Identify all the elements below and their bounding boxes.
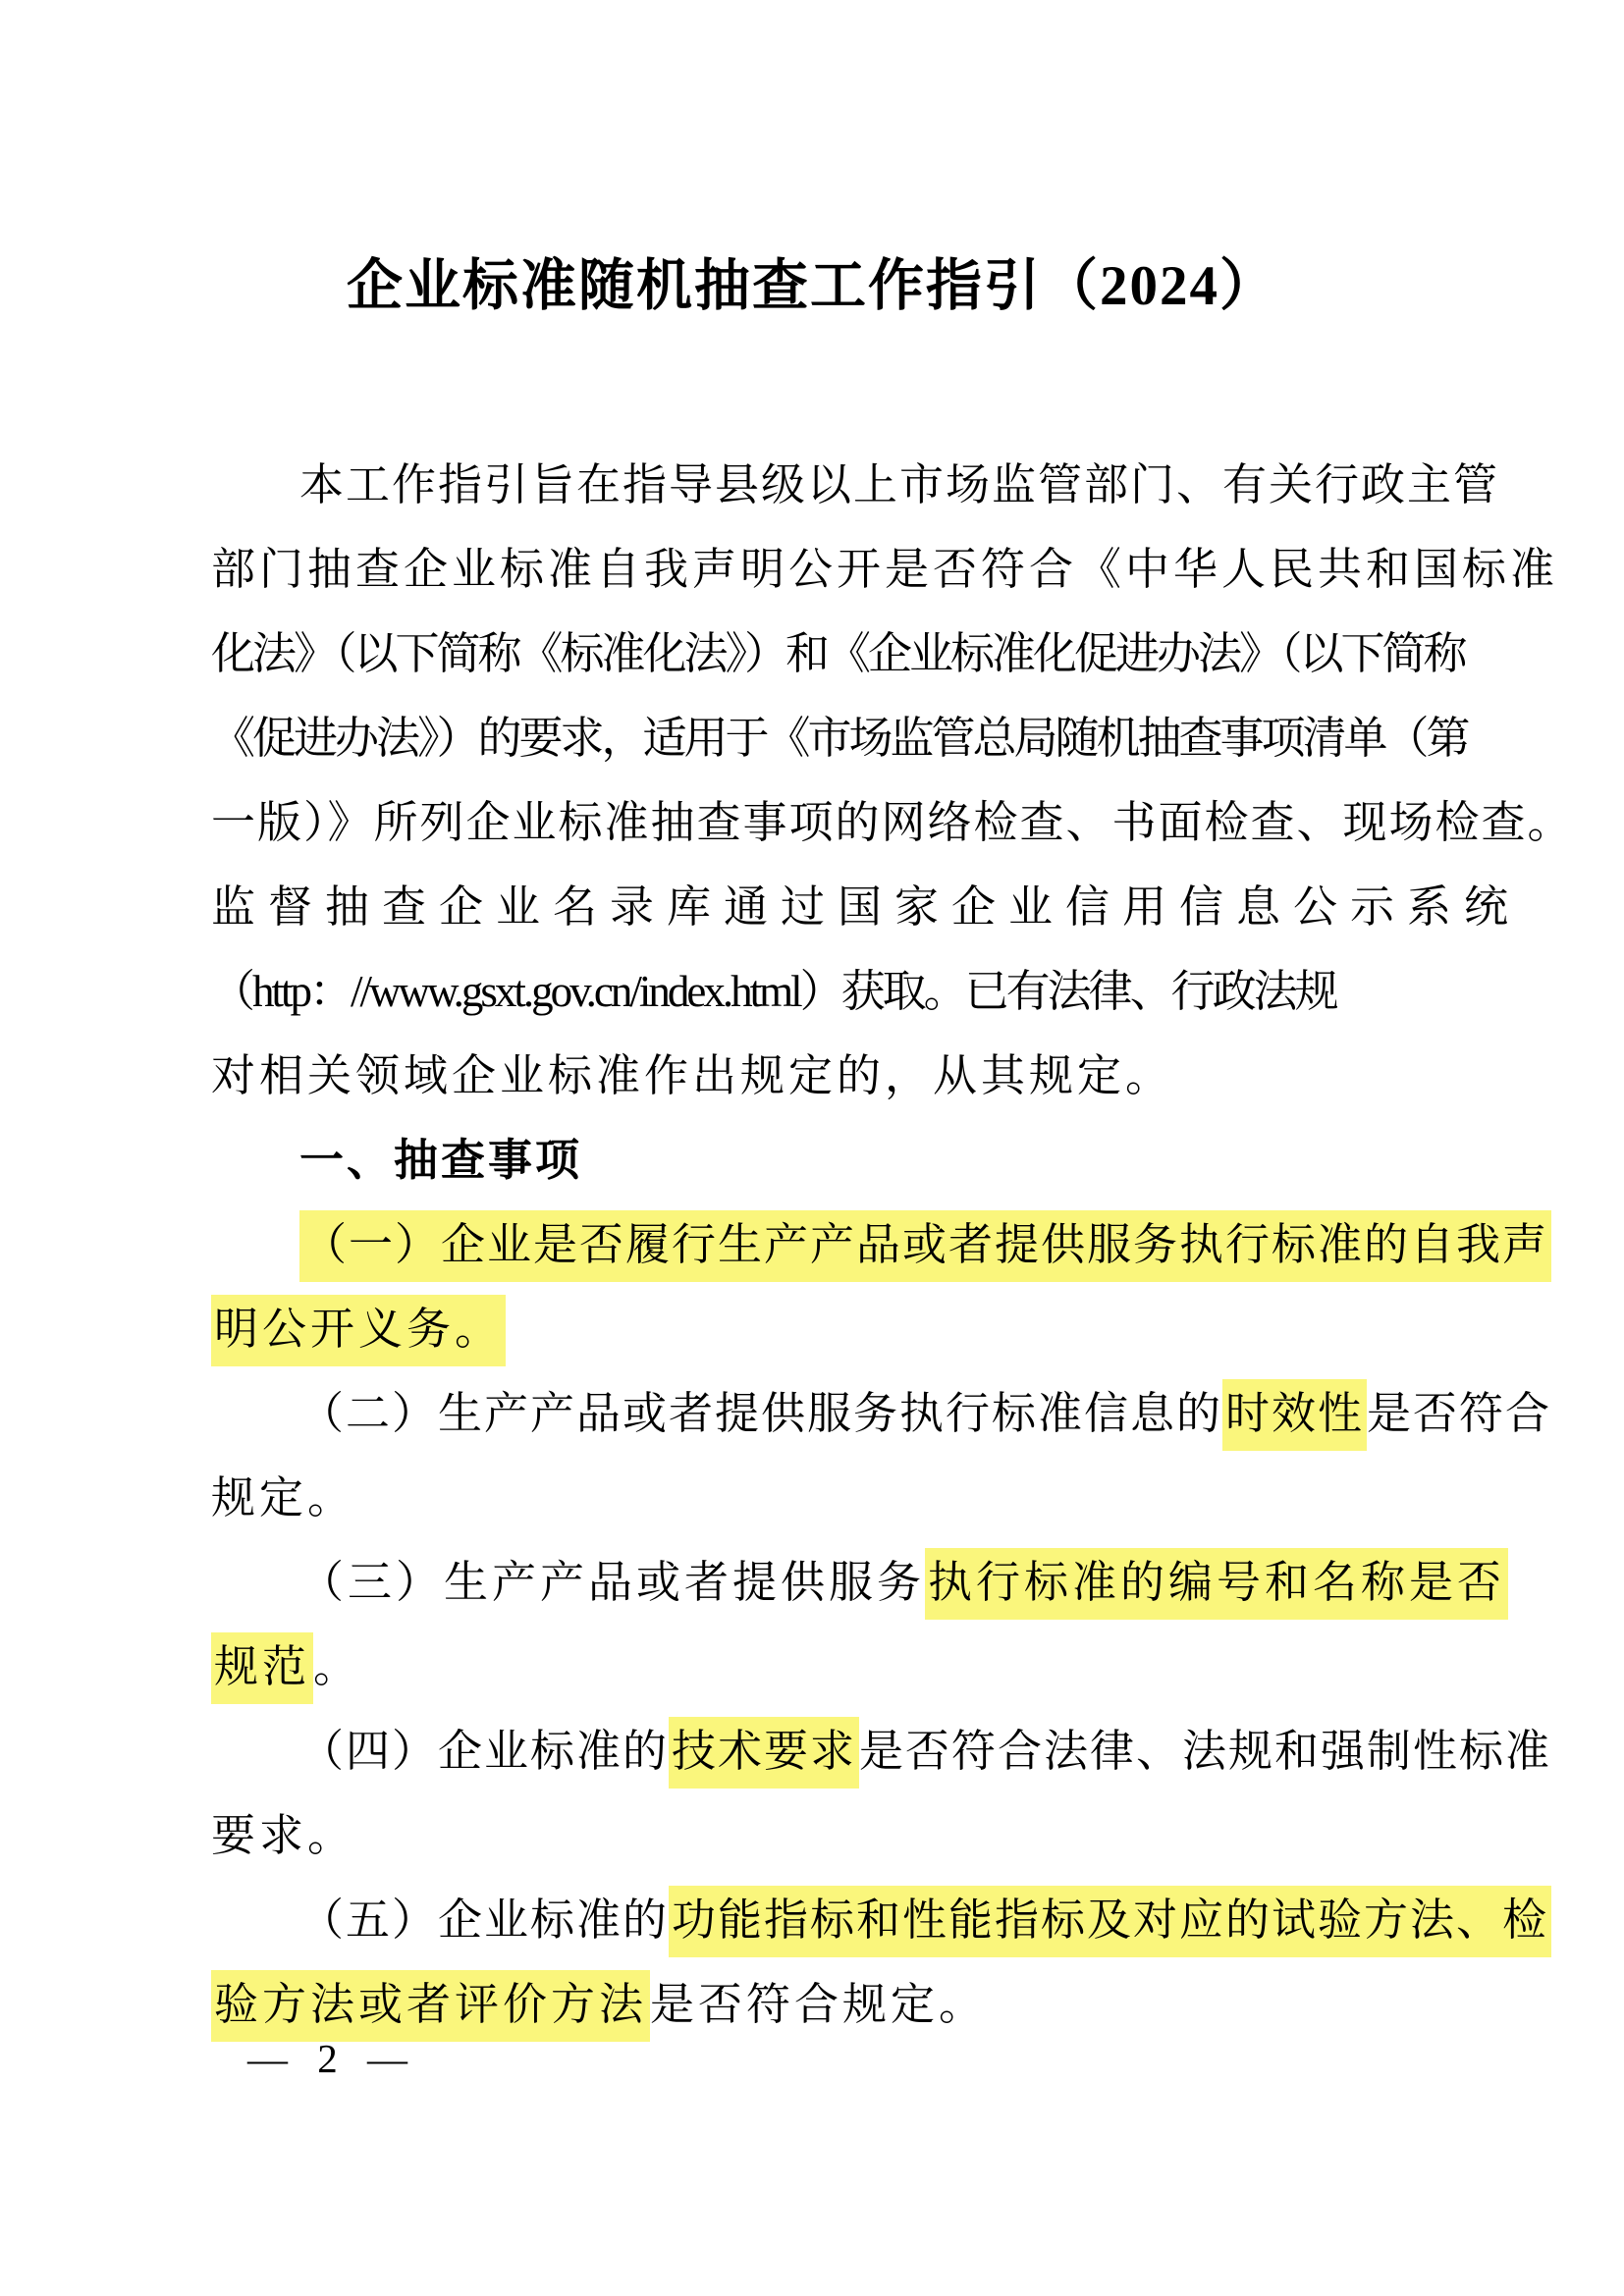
text-segment: 监督抽查企业名录库通过国家企业信用信息公示系统 — [211, 882, 1522, 932]
paragraph-line — [211, 1034, 1479, 1118]
paragraph-line — [211, 780, 1574, 865]
paragraph-line — [211, 1540, 1506, 1625]
paragraph-line — [211, 527, 1559, 612]
paragraph-line — [211, 1709, 1552, 1793]
paragraph-line — [211, 1456, 1479, 1540]
paragraph-line — [211, 1202, 1549, 1287]
text-segment: 本工作指引旨在指导县级以上市场监管部门、有关行政主管 — [299, 460, 1500, 509]
paragraph-line — [211, 696, 1479, 780]
paragraph-line — [211, 1287, 1479, 1371]
text-segment: 一版）》所列企业标准抽查事项的网络检查、书面检查、现场检查。 — [211, 798, 1574, 847]
text-segment: （五）企业标准的 — [299, 1896, 670, 1945]
text-segment: （http：//www.gsxt.gov.cn/index.html）获取。已有法律、行政法规 — [211, 967, 1336, 1016]
paragraph-line — [211, 443, 1500, 527]
text-segment: 。 — [313, 1642, 362, 1691]
highlighted-text-segment: 功能指标和性能指标及对应的试验方法、检 — [669, 1886, 1551, 1957]
paragraph-line — [211, 865, 1522, 949]
text-segment: （四）企业标准的 — [299, 1727, 670, 1776]
paragraph-line — [211, 949, 1479, 1034]
text-segment: 《促进办法》）的要求，适用于《市场监管总局随机抽查事项清单（第 — [211, 714, 1468, 763]
paragraph-line — [211, 1371, 1552, 1456]
highlighted-text-segment: 时效性 — [1222, 1379, 1367, 1451]
highlighted-text-segment: 明公开义务。 — [211, 1295, 506, 1366]
highlighted-text-segment: 规范 — [211, 1632, 313, 1704]
paragraph-line — [211, 1625, 1479, 1709]
text-segment: 化法》（以下简称《标准化法》）和《企业标准化促进办法》（以下简称 — [211, 629, 1465, 678]
text-segment: 要求。 — [211, 1811, 356, 1860]
page-number: — 2 — — [247, 2036, 417, 2081]
text-segment: 一、抽查事项 — [299, 1135, 583, 1185]
text-segment: 规定。 — [211, 1473, 356, 1522]
text-segment: 对相关领域企业标准作出规定的，从其规定。 — [211, 1051, 1174, 1100]
section-heading — [211, 1118, 1479, 1202]
highlighted-text-segment: 验方法或者评价方法 — [211, 1970, 650, 2042]
text-segment: （二）生产产品或者提供服务执行标准信息的 — [299, 1389, 1223, 1438]
document-body — [211, 443, 1574, 2047]
text-segment: 是否符合 — [1367, 1389, 1552, 1438]
highlighted-text-segment: （一）企业是否履行生产产品或者提供服务执行标准的自我声 — [299, 1210, 1551, 1282]
text-segment: （三）生产产品或者提供服务 — [299, 1558, 926, 1607]
paragraph-line — [211, 1793, 1479, 1878]
text-segment: 是否符合规定。 — [650, 1980, 988, 2029]
document-title: 企业标准随机抽查工作指引（2024） — [347, 255, 1277, 317]
text-segment: 是否符合法律、法规和强制性标准 — [859, 1727, 1552, 1776]
paragraph-line — [211, 612, 1479, 696]
text-segment: 部门抽查企业标准自我声明公开是否符合《中华人民共和国标准 — [211, 545, 1559, 594]
highlighted-text-segment: 技术要求 — [669, 1717, 859, 1789]
paragraph-line — [211, 1878, 1549, 1962]
highlighted-text-segment: 执行标准的编号和名称是否 — [925, 1548, 1508, 1620]
